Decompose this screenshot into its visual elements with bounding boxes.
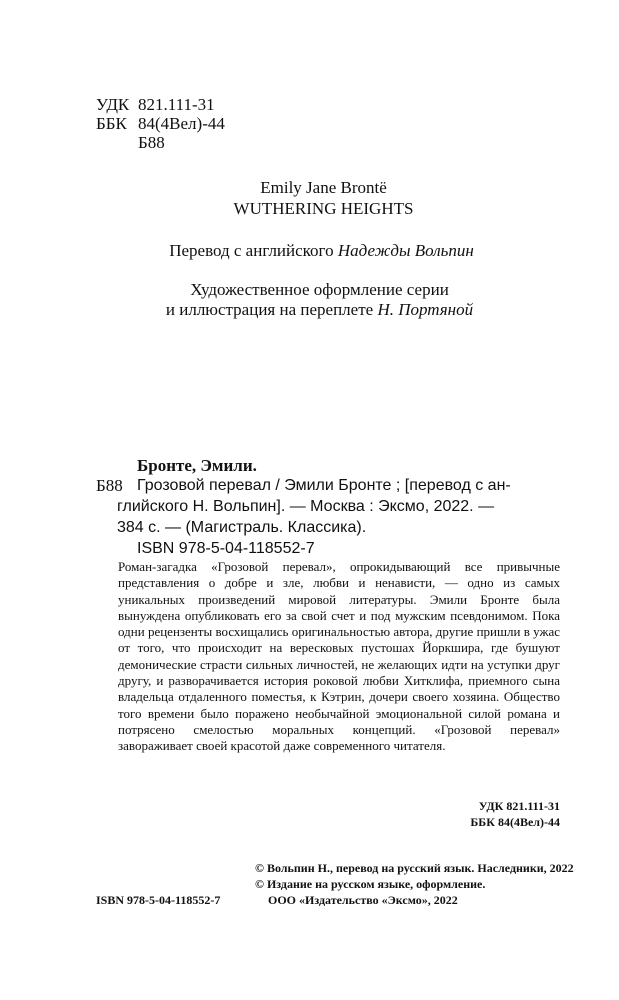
design-credit-line1: Художественное оформление серии [190, 280, 449, 299]
bbk-value: 84(4Вел)-44 [138, 114, 225, 133]
design-credit-line2 [10, 300, 619, 320]
author-mark: Б88 [138, 133, 165, 152]
entry-isbn: ISBN 978-5-04-118552-7 [137, 540, 315, 557]
entry-author-heading: Бронте, Эмили. [137, 456, 257, 475]
footer-bbk: ББК 84(4Вел)-44 [470, 815, 560, 829]
bbk-label: ББК [96, 114, 127, 133]
entry-line-3: 384 с. — (Магистраль. Классика). [117, 519, 367, 536]
designer-name: Н. Портяной [377, 300, 474, 319]
footer-isbn: ISBN 978-5-04-118552-7 [96, 893, 221, 907]
copyright-edition: © Издание на русском языке, оформление. [255, 877, 486, 891]
entry-line-1: Грозовой перевал / Эмили Бронте ; [перевод с ан- [137, 477, 511, 494]
original-author: Emily Jane Brontë [260, 178, 387, 197]
annotation-text: Роман-загадка «Грозовой перевал», опрокидывающий все привычные представления о добре и зле, любви и ненависти, — одно из самых уникальных произведений мировой литературы. Эмили Бронте была вынуждена опубликовать его за свой счет и под мужским псевдонимом. Пока одни рецензенты восхищались оригинальностью автора, другие пришли в ужас от того, что происходит на вересковых пустошах Йоркшира, где бушуют демонические страсти сильных личностей, не желающих идти на уступки друг другу, и разворачивается история роковой любви Хитклифа, приемного сына владельца отдаленного поместья, к Кэтрин, дочери своего хозяина. Общество того времени было поражено необычайной эмоциональной силой романа и потрясено смелостью моральных концепций. «Грозовой перевал» завораживает своей красотой даже современного читателя. [118, 559, 560, 754]
copyright-translation: © Вольпин Н., перевод на русский язык. Наследники, 2022 [255, 861, 574, 875]
translator-name: Надежды Вольпин [337, 241, 474, 260]
udk-line [96, 95, 215, 115]
design-prefix: и иллюстрация на переплете [165, 300, 378, 319]
original-title: WUTHERING HEIGHTS [233, 199, 414, 218]
bbk-line [96, 114, 225, 134]
footer-udk: УДК 821.111-31 [478, 799, 560, 813]
udk-label: УДК [96, 95, 130, 114]
translation-credit [12, 241, 619, 261]
translation-prefix: Перевод с английского [169, 241, 338, 260]
entry-line-2: глийского Н. Вольпин]. — Москва : Эксмо, 2022. — [117, 498, 495, 515]
udk-value: 821.111-31 [138, 95, 215, 114]
entry-mark: Б88 [96, 476, 123, 495]
copyright-publisher: ООО «Издательство «Эксмо», 2022 [268, 893, 458, 907]
